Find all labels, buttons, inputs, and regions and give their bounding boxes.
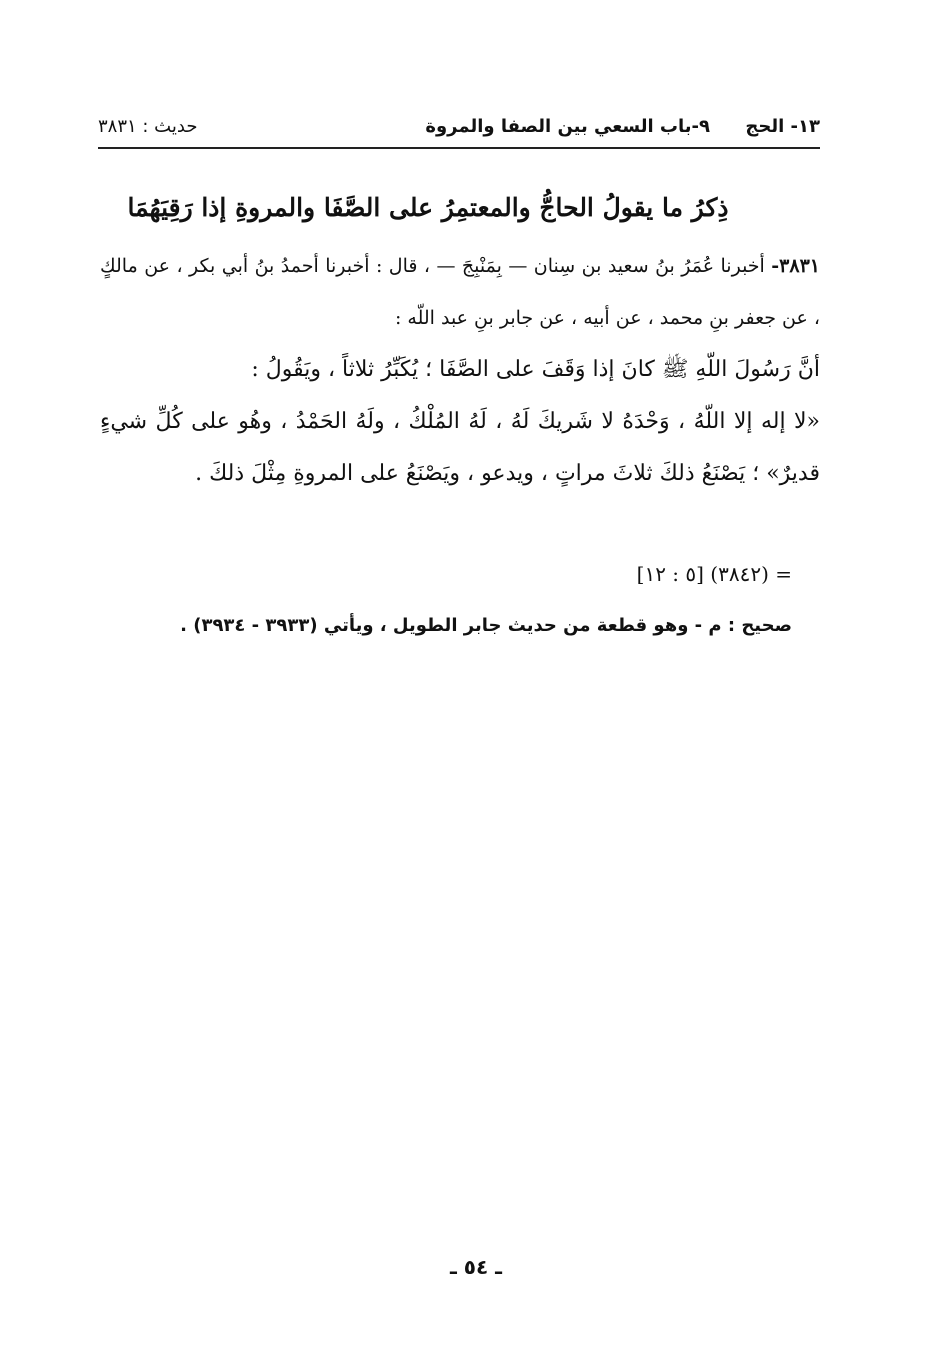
hadith-matn-intro: أنَّ رَسُولَ اللّهِ ﷺ كانَ إذا وَقَفَ على الصَّفَا ؛ يُكَبِّرُ ثلاثاً ، ويَقُولُ : bbox=[251, 357, 820, 382]
hadith-body bbox=[100, 240, 820, 500]
hadith-grading: صحيح : م - وهو قطعة من حديث جابر الطويل ، ويأتي (٣٩٣٣ - ٣٩٣٤) . bbox=[180, 615, 792, 636]
hadith-isnad bbox=[100, 240, 820, 344]
header-chapter-title: ٩-باب السعي بين الصفا والمروة bbox=[425, 116, 710, 137]
header-divider bbox=[98, 147, 820, 149]
section-title: ذِكرُ ما يقولُ الحاجُّ والمعتمِرُ على الصَّفَا والمروةِ إذا رَقِيَهُمَا bbox=[127, 193, 729, 222]
hadith-matn-text: «لا إله إلا اللّهُ ، وَحْدَهُ لا شَريكَ لَهُ ، لَهُ المُلْكُ ، ولَهُ الحَمْدُ ، وهُو على كُلِّ شيءٍ قديرٌ» ؛ يَصْنَعُ ذلكَ ثلاثَ مراتٍ ، ويدعو ، ويَصْنَعُ على المروةِ مِثْلَ ذلكَ . bbox=[100, 409, 820, 486]
running-header bbox=[98, 108, 820, 148]
hadith-number: ٣٨٣١- bbox=[771, 255, 820, 277]
header-book-title: ١٣- الحج bbox=[745, 116, 820, 137]
header-hadith-reference: حديث : ٣٨٣١ bbox=[98, 116, 198, 137]
hadith-isnad-text: أخبرنا عُمَرُ بنُ سعيد بن سِنان — بِمَنْبِجَ — ، قال : أخبرنا أحمدُ بنُ أبي بكر ، عن مالكٍ ، عن جعفر بنِ محمد ، عن أبيه ، عن جابر بنِ عبد اللّه : bbox=[100, 255, 820, 329]
cross-reference: = (٣٨٤٢) [٥ : ١٢] bbox=[636, 562, 792, 586]
page-number: ـ ٥٤ ـ bbox=[449, 1255, 503, 1279]
